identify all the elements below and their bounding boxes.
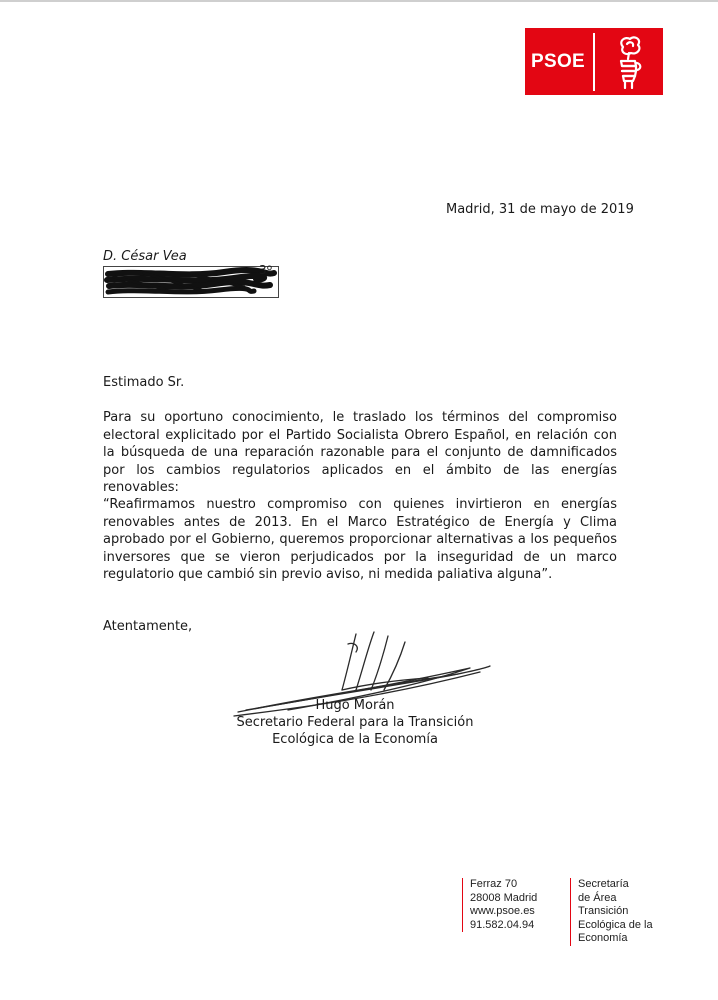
- psoe-logo: [525, 28, 663, 95]
- redacted-address: [103, 266, 279, 298]
- footer-department: [570, 878, 698, 946]
- body-paragraph-quote: “Reafirmamos nuestro compromiso con quienes invirtieron en energías renovables antes de 2013. En el Marco Estratégico de Energía y Clima aprobado por el Gobierno, queremos proporcionar alternativas a los pequeños inversores que se vieron perjudicados por la inseguridad de un marco regulatorio que cambió sin previo aviso, ni medida paliativa alguna”.: [103, 497, 617, 582]
- footer-dept-line-4: Ecológica de la: [578, 918, 653, 931]
- address-fragment: 3º: [259, 263, 273, 277]
- signer-name: Hugo Morán: [315, 698, 395, 713]
- signer-title-line1: Secretario Federal para la Transición: [236, 715, 474, 730]
- closing: Atentamente,: [103, 619, 193, 634]
- recipient-name: D. César Vea: [103, 249, 187, 264]
- fist-rose-icon: [595, 35, 663, 89]
- footer-dept-line-3: Transición: [578, 905, 629, 917]
- body-paragraph-1: Para su oportuno conocimiento, le traslado los términos del compromiso electoral explicitado por el Partido Socialista Obrero Español, en relación con la búsqueda de una reparación razonable para el conjunto de damnificados por los cambios regulatorios aplicados en el ámbito de las energías renovables:: [103, 410, 617, 495]
- top-edge-line: [0, 0, 718, 2]
- footer-phone: 91.582.04.94: [470, 918, 535, 931]
- letter-date: Madrid, 31 de mayo de 2019: [446, 202, 634, 217]
- signer-title-line2: Ecológica de la Economía: [272, 732, 438, 747]
- footer-street: Ferraz 70: [470, 878, 518, 890]
- footer-dept-line-2: de Área: [578, 891, 617, 904]
- footer-website: www.psoe.es: [470, 905, 535, 917]
- footer-dept-line-5: Economía: [578, 932, 628, 944]
- logo-text: PSOE: [531, 50, 585, 72]
- footer-city: 28008 Madrid: [470, 891, 538, 904]
- footer-dept-line-1: Secretaría: [578, 878, 629, 890]
- greeting: Estimado Sr.: [103, 375, 185, 390]
- signer-block: [230, 697, 480, 748]
- footer-address: [462, 878, 537, 932]
